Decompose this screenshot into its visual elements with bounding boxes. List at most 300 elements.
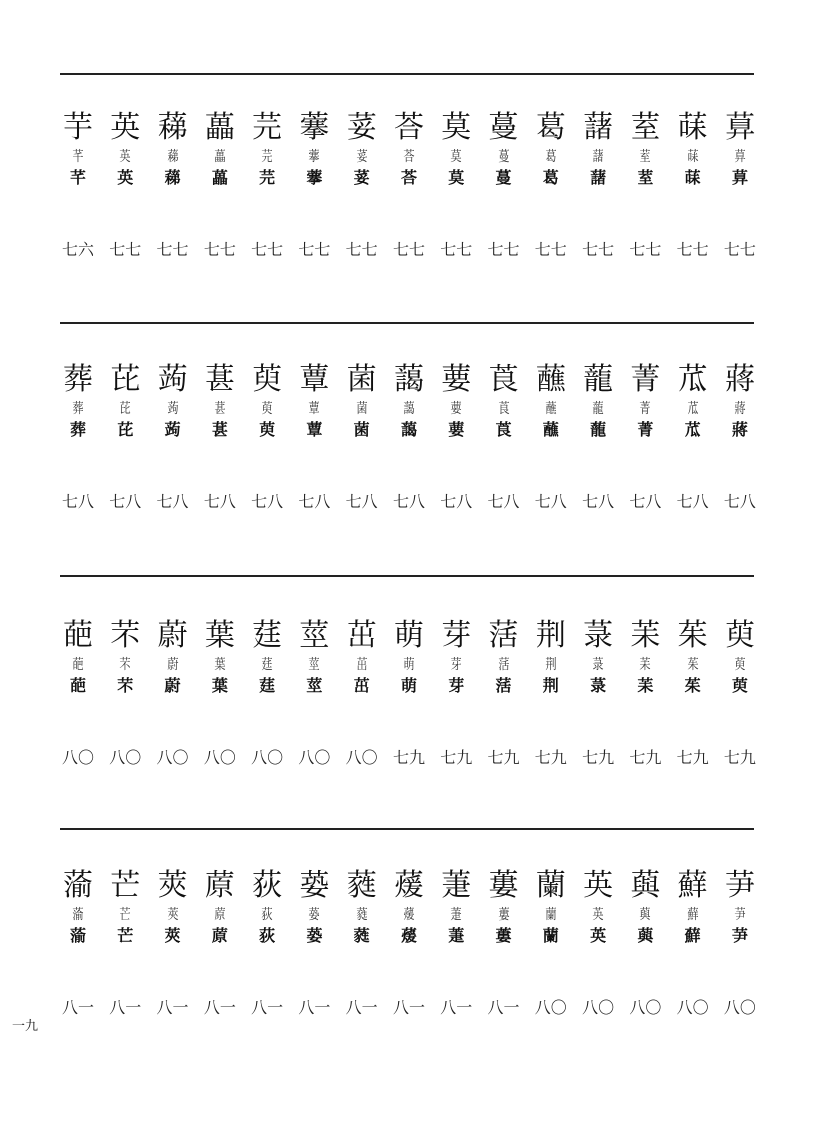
- clerical-form: 蔣: [731, 420, 748, 439]
- character-entry: [102, 110, 148, 260]
- headword-character: 蕛: [157, 110, 188, 145]
- character-entry: [150, 362, 196, 512]
- reference-number: 八〇: [298, 748, 331, 767]
- headword-character: 蕈: [299, 362, 330, 397]
- reference-number: 七八: [251, 492, 284, 511]
- reference-number: 八一: [61, 998, 94, 1017]
- reference-number: 八〇: [345, 748, 378, 767]
- clerical-form: 蘢: [590, 420, 607, 439]
- seal-script-form: 英: [119, 149, 131, 165]
- seal-script-form: 藇: [639, 907, 651, 923]
- character-entry: [433, 868, 479, 1018]
- seal-script-form: 芛: [734, 907, 746, 923]
- clerical-form: 蒝: [211, 926, 228, 945]
- character-entry: [244, 362, 290, 512]
- clerical-form: 蔚: [164, 676, 181, 695]
- seal-script-form: 荅: [403, 149, 415, 165]
- seal-script-form: 葽: [450, 401, 462, 417]
- seal-script-form: 莖: [308, 657, 321, 673]
- reference-number: 七七: [629, 240, 662, 259]
- reference-number: 七八: [156, 492, 189, 511]
- headword-character: 藆: [299, 110, 330, 145]
- seal-script-form: 蕛: [166, 149, 179, 165]
- reference-number: 八〇: [109, 748, 142, 767]
- seal-script-form: 蒟: [166, 401, 179, 417]
- reference-number: 七九: [534, 748, 567, 767]
- clerical-form: 芽: [448, 676, 465, 695]
- reference-number: 七九: [392, 748, 425, 767]
- headword-character: 荎: [630, 110, 661, 145]
- reference-number: 七八: [298, 492, 331, 511]
- reference-number: 七六: [61, 240, 94, 259]
- reference-number: 八〇: [723, 998, 756, 1017]
- clerical-form: 芊: [69, 168, 86, 187]
- seal-script-form: 莛: [261, 657, 273, 673]
- clerical-form: 萸: [731, 676, 748, 695]
- clerical-form: 萸: [259, 420, 276, 439]
- seal-script-form: 萸: [734, 657, 746, 673]
- clerical-form: 菉: [590, 676, 607, 695]
- headword-character: 芣: [110, 618, 141, 653]
- character-entry: [102, 868, 148, 1018]
- reference-number: 七八: [676, 492, 709, 511]
- reference-number: 八一: [156, 998, 189, 1017]
- clerical-form: 芒: [117, 926, 134, 945]
- reference-number: 七八: [487, 492, 520, 511]
- headword-character: 苿: [630, 618, 661, 653]
- seal-script-form: 蔞: [497, 907, 510, 923]
- headword-character: 菌: [346, 362, 377, 397]
- character-row: [55, 618, 763, 768]
- headword-character: 苽: [677, 362, 708, 397]
- character-entry: [481, 362, 527, 512]
- clerical-form: 蔓: [495, 168, 512, 187]
- reference-number: 七七: [723, 240, 756, 259]
- row-divider: [60, 828, 754, 830]
- character-entry: [339, 868, 385, 1018]
- seal-script-form: 蒝: [214, 907, 226, 923]
- seal-script-form: 芘: [119, 401, 131, 417]
- headword-character: 荻: [252, 868, 283, 903]
- clerical-form: 萌: [400, 676, 417, 695]
- clerical-form: 蘭: [542, 926, 559, 945]
- headword-character: 英: [583, 868, 614, 903]
- character-entry: [481, 868, 527, 1018]
- headword-character: 蕍: [63, 868, 93, 903]
- seal-script-form: 荽: [356, 149, 368, 165]
- reference-number: 七九: [723, 748, 756, 767]
- reference-number: 七八: [61, 492, 94, 511]
- headword-character: 蔓: [488, 110, 519, 145]
- clerical-form: 萛: [731, 168, 748, 187]
- headword-character: 萌: [393, 618, 424, 653]
- reference-number: 八〇: [534, 998, 567, 1017]
- clerical-form: 葉: [211, 676, 228, 695]
- row-divider: [60, 575, 754, 577]
- reference-number: 七七: [440, 240, 473, 259]
- seal-script-form: 芽: [450, 657, 462, 673]
- character-entry: [622, 868, 668, 1018]
- seal-script-form: 葬: [72, 401, 84, 417]
- seal-script-form: 苿: [639, 657, 651, 673]
- clerical-form: 菋: [684, 168, 701, 187]
- reference-number: 八一: [298, 998, 331, 1017]
- clerical-form: 蕍: [69, 926, 86, 945]
- clerical-form: 萿: [495, 676, 512, 695]
- reference-number: 八一: [440, 998, 473, 1017]
- reference-number: 八一: [251, 998, 284, 1017]
- clerical-form: 葽: [448, 420, 465, 439]
- clerical-form: 蕤: [353, 926, 370, 945]
- clerical-form: 茁: [353, 676, 370, 695]
- clerical-form: 荅: [400, 168, 417, 187]
- row-divider: [60, 322, 754, 324]
- clerical-form: 芛: [731, 926, 748, 945]
- clerical-form: 莢: [164, 926, 181, 945]
- clerical-form: 芫: [259, 168, 276, 187]
- headword-character: 萐: [441, 868, 472, 903]
- headword-character: 萛: [724, 110, 755, 145]
- headword-character: 蕿: [393, 868, 424, 903]
- reference-number: 七八: [723, 492, 756, 511]
- headword-character: 荅: [393, 110, 424, 145]
- seal-script-form: 莢: [166, 907, 179, 923]
- character-entry: [291, 618, 337, 768]
- character-entry: [291, 110, 337, 260]
- headword-character: 蔣: [724, 362, 755, 397]
- character-entry: [197, 362, 243, 512]
- clerical-form: 藟: [211, 168, 228, 187]
- clerical-form: 英: [117, 168, 134, 187]
- seal-script-form: 萐: [450, 907, 462, 923]
- character-entry: [244, 110, 290, 260]
- headword-character: 蕤: [346, 868, 377, 903]
- clerical-form: 蕿: [400, 926, 417, 945]
- reference-number: 八〇: [203, 748, 236, 767]
- headword-character: 莛: [252, 618, 283, 653]
- character-entry: [717, 868, 763, 1018]
- character-entry: [244, 618, 290, 768]
- headword-character: 葩: [63, 618, 93, 653]
- character-entry: [717, 618, 763, 768]
- character-entry: [291, 362, 337, 512]
- clerical-form: 藆: [306, 168, 323, 187]
- headword-character: 葚: [204, 362, 235, 397]
- reference-number: 七九: [676, 748, 709, 767]
- headword-character: 蘸: [535, 362, 566, 397]
- character-entry: [150, 868, 196, 1018]
- character-row: [55, 110, 763, 260]
- reference-number: 七八: [629, 492, 662, 511]
- seal-script-form: 蔣: [734, 401, 746, 417]
- character-entry: [575, 110, 621, 260]
- headword-character: 菋: [677, 110, 708, 145]
- character-entry: [622, 362, 668, 512]
- seal-script-form: 萌: [403, 657, 415, 673]
- clerical-form: 苿: [637, 676, 654, 695]
- reference-number: 八〇: [629, 998, 662, 1017]
- clerical-form: 藹: [400, 420, 417, 439]
- reference-number: 七八: [392, 492, 425, 511]
- reference-number: 七八: [203, 492, 236, 511]
- clerical-form: 荻: [259, 926, 276, 945]
- seal-script-form: 蘢: [592, 401, 604, 417]
- character-entry: [575, 868, 621, 1018]
- headword-character: 芛: [724, 868, 755, 903]
- headword-character: 莖: [299, 618, 330, 653]
- seal-script-form: 葉: [214, 657, 226, 673]
- reference-number: 七七: [392, 240, 425, 259]
- reference-number: 七七: [251, 240, 284, 259]
- character-entry: [55, 618, 101, 768]
- character-entry: [244, 868, 290, 1018]
- headword-character: 蘚: [677, 868, 708, 903]
- character-entry: [386, 110, 432, 260]
- seal-script-form: 荎: [639, 149, 651, 165]
- seal-script-form: 芣: [119, 657, 131, 673]
- character-entry: [102, 618, 148, 768]
- headword-character: 蒆: [299, 868, 330, 903]
- headword-character: 菁: [630, 362, 661, 397]
- seal-script-form: 蔚: [166, 657, 179, 673]
- clerical-form: 藇: [637, 926, 654, 945]
- seal-script-form: 莨: [497, 401, 510, 417]
- character-entry: [717, 110, 763, 260]
- reference-number: 七九: [629, 748, 662, 767]
- headword-character: 莢: [157, 868, 188, 903]
- clerical-form: 荆: [542, 676, 559, 695]
- reference-number: 八一: [203, 998, 236, 1017]
- headword-character: 蒝: [204, 868, 235, 903]
- headword-character: 蔞: [488, 868, 519, 903]
- character-entry: [717, 362, 763, 512]
- headword-character: 葛: [535, 110, 566, 145]
- seal-script-form: 蕤: [356, 907, 368, 923]
- clerical-form: 葬: [69, 420, 86, 439]
- character-entry: [622, 110, 668, 260]
- reference-number: 七八: [109, 492, 142, 511]
- top-rule: [60, 73, 754, 75]
- clerical-form: 荽: [353, 168, 370, 187]
- reference-number: 七七: [156, 240, 189, 259]
- character-entry: [575, 618, 621, 768]
- seal-script-form: 藟: [214, 149, 226, 165]
- character-entry: [197, 110, 243, 260]
- reference-number: 八一: [109, 998, 142, 1017]
- headword-character: 藇: [630, 868, 661, 903]
- character-entry: [291, 868, 337, 1018]
- clerical-form: 菁: [637, 420, 654, 439]
- clerical-form: 菌: [353, 420, 370, 439]
- character-entry: [102, 362, 148, 512]
- seal-script-form: 蕿: [403, 907, 415, 923]
- character-entry: [528, 362, 574, 512]
- seal-script-form: 苽: [687, 401, 699, 417]
- seal-script-form: 藆: [308, 149, 321, 165]
- clerical-form: 莨: [495, 420, 512, 439]
- character-entry: [433, 110, 479, 260]
- clerical-form: 英: [590, 926, 607, 945]
- character-entry: [55, 110, 101, 260]
- reference-number: 七七: [534, 240, 567, 259]
- headword-character: 蘭: [535, 868, 566, 903]
- headword-character: 茱: [677, 618, 708, 653]
- reference-number: 八〇: [582, 998, 615, 1017]
- headword-character: 荽: [346, 110, 377, 145]
- headword-character: 葽: [441, 362, 472, 397]
- seal-script-form: 莫: [450, 149, 462, 165]
- character-entry: [433, 618, 479, 768]
- character-entry: [150, 110, 196, 260]
- character-entry: [433, 362, 479, 512]
- seal-script-form: 荆: [545, 657, 557, 673]
- headword-character: 荆: [535, 618, 566, 653]
- character-row: [55, 362, 763, 512]
- seal-script-form: 蕍: [72, 907, 84, 923]
- clerical-form: 蘸: [542, 420, 559, 439]
- seal-script-form: 萛: [734, 149, 746, 165]
- character-entry: [386, 868, 432, 1018]
- seal-script-form: 蔓: [497, 149, 510, 165]
- character-row: [55, 868, 763, 1018]
- clerical-form: 蒆: [306, 926, 323, 945]
- clerical-form: 葩: [69, 676, 86, 695]
- headword-character: 菉: [583, 618, 614, 653]
- clerical-form: 茱: [684, 676, 701, 695]
- headword-character: 茁: [346, 618, 377, 653]
- character-entry: [197, 868, 243, 1018]
- seal-script-form: 蘭: [545, 907, 557, 923]
- reference-number: 七八: [582, 492, 615, 511]
- clerical-form: 蕛: [164, 168, 181, 187]
- clerical-form: 蕈: [306, 420, 323, 439]
- headword-character: 莫: [441, 110, 472, 145]
- seal-script-form: 萿: [497, 657, 510, 673]
- seal-script-form: 菋: [687, 149, 699, 165]
- clerical-form: 葚: [211, 420, 228, 439]
- character-entry: [55, 868, 101, 1018]
- headword-character: 芒: [110, 868, 141, 903]
- headword-character: 芫: [252, 110, 283, 145]
- reference-number: 七八: [534, 492, 567, 511]
- seal-script-form: 茁: [356, 657, 368, 673]
- reference-number: 八一: [487, 998, 520, 1017]
- character-entry: [481, 110, 527, 260]
- seal-script-form: 菉: [592, 657, 604, 673]
- character-entry: [670, 110, 716, 260]
- seal-script-form: 芫: [261, 149, 273, 165]
- character-entry: [339, 362, 385, 512]
- clerical-form: 藷: [590, 168, 607, 187]
- headword-character: 芋: [63, 110, 93, 145]
- headword-character: 蒟: [157, 362, 188, 397]
- seal-script-form: 荻: [261, 907, 273, 923]
- character-entry: [670, 868, 716, 1018]
- character-entry: [575, 362, 621, 512]
- seal-script-form: 芊: [72, 149, 84, 165]
- seal-script-form: 萸: [261, 401, 273, 417]
- headword-character: 莨: [488, 362, 519, 397]
- seal-script-form: 菁: [639, 401, 651, 417]
- seal-script-form: 藹: [403, 401, 415, 417]
- seal-script-form: 蘸: [545, 401, 557, 417]
- character-entry: [386, 362, 432, 512]
- headword-character: 葉: [204, 618, 235, 653]
- character-entry: [150, 618, 196, 768]
- reference-number: 七七: [345, 240, 378, 259]
- reference-number: 八〇: [61, 748, 94, 767]
- reference-number: 七八: [345, 492, 378, 511]
- clerical-form: 芘: [117, 420, 134, 439]
- reference-number: 八〇: [251, 748, 284, 767]
- headword-character: 芽: [441, 618, 472, 653]
- headword-character: 英: [110, 110, 141, 145]
- character-entry: [670, 362, 716, 512]
- clerical-form: 莫: [448, 168, 465, 187]
- headword-character: 藷: [583, 110, 614, 145]
- clerical-form: 莛: [259, 676, 276, 695]
- headword-character: 藟: [204, 110, 235, 145]
- character-entry: [670, 618, 716, 768]
- seal-script-form: 蒆: [308, 907, 321, 923]
- headword-character: 萿: [488, 618, 519, 653]
- character-entry: [339, 110, 385, 260]
- clerical-form: 莖: [306, 676, 323, 695]
- reference-number: 七八: [440, 492, 473, 511]
- reference-number: 七七: [109, 240, 142, 259]
- seal-script-form: 茱: [687, 657, 699, 673]
- seal-script-form: 菌: [356, 401, 368, 417]
- reference-number: 八〇: [676, 998, 709, 1017]
- reference-number: 七七: [487, 240, 520, 259]
- headword-character: 蘢: [583, 362, 614, 397]
- clerical-form: 蒟: [164, 420, 181, 439]
- seal-script-form: 葚: [214, 401, 226, 417]
- character-entry: [386, 618, 432, 768]
- clerical-form: 葛: [542, 168, 559, 187]
- seal-script-form: 蘚: [687, 907, 699, 923]
- reference-number: 七七: [298, 240, 331, 259]
- page-number: 一九: [12, 1019, 39, 1034]
- reference-number: 七七: [582, 240, 615, 259]
- seal-script-form: 藷: [592, 149, 604, 165]
- seal-script-form: 葛: [545, 149, 557, 165]
- headword-character: 萸: [724, 618, 755, 653]
- character-entry: [55, 362, 101, 512]
- character-entry: [197, 618, 243, 768]
- headword-character: 蔚: [157, 618, 188, 653]
- character-entry: [622, 618, 668, 768]
- headword-character: 芘: [110, 362, 141, 397]
- character-entry: [528, 110, 574, 260]
- seal-script-form: 芒: [119, 907, 131, 923]
- seal-script-form: 葩: [72, 657, 84, 673]
- clerical-form: 苽: [684, 420, 701, 439]
- clerical-form: 芣: [117, 676, 134, 695]
- reference-number: 七七: [676, 240, 709, 259]
- reference-number: 八一: [345, 998, 378, 1017]
- character-entry: [528, 868, 574, 1018]
- seal-script-form: 蕈: [308, 401, 321, 417]
- character-entry: [481, 618, 527, 768]
- reference-number: 七九: [582, 748, 615, 767]
- reference-number: 八〇: [156, 748, 189, 767]
- headword-character: 萸: [252, 362, 283, 397]
- clerical-form: 蔞: [495, 926, 512, 945]
- clerical-form: 荎: [637, 168, 654, 187]
- reference-number: 七七: [203, 240, 236, 259]
- clerical-form: 萐: [448, 926, 465, 945]
